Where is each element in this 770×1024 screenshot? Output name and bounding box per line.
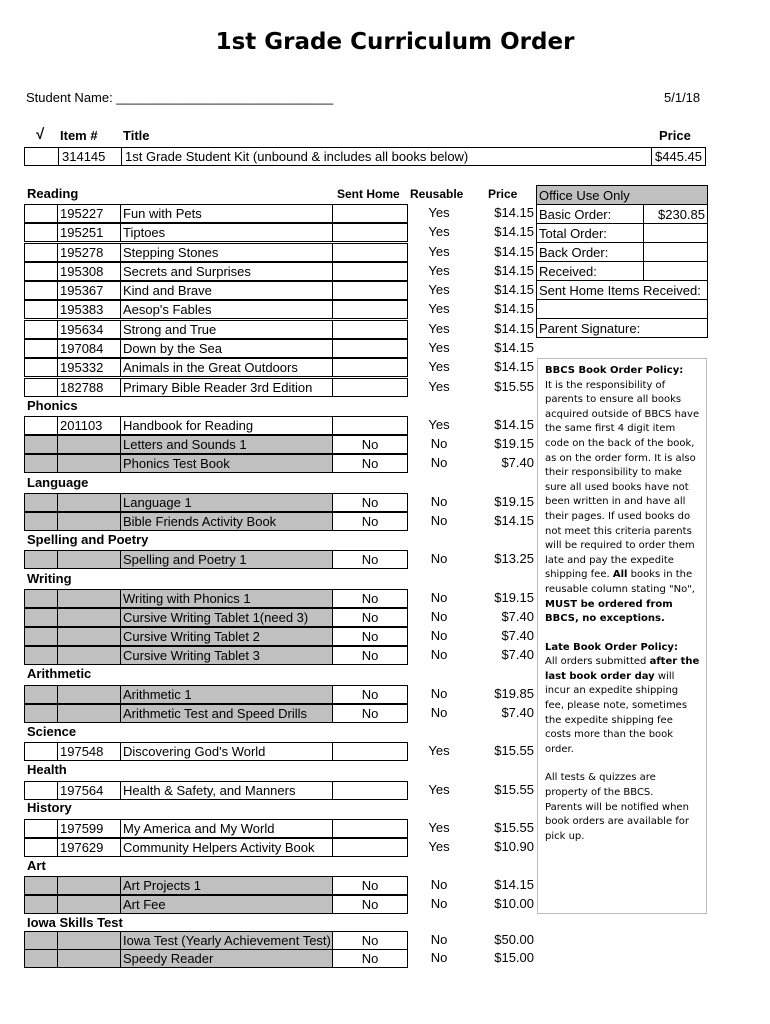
- row-title: Speedy Reader: [120, 949, 333, 968]
- row-title: Art Fee: [120, 895, 333, 914]
- late-policy-text-c: will incur an expedite shipping fee, please note, sometimes the expedite shipping fee costs more than the book order.: [545, 670, 688, 755]
- total-order-field[interactable]: [643, 224, 707, 243]
- row-title: Secrets and Surprises: [120, 262, 333, 281]
- row-price: $15.55: [494, 820, 534, 835]
- row-reusable: No: [430, 436, 448, 451]
- policy-box: [537, 358, 707, 914]
- row-title: Cursive Writing Tablet 3: [120, 646, 333, 665]
- row-reusable: Yes: [428, 743, 450, 758]
- row-title: Primary Bible Reader 3rd Edition: [120, 378, 333, 397]
- row-reusable: No: [430, 628, 448, 643]
- row-item-number: 195383: [57, 300, 121, 319]
- row-price: $14.15: [494, 321, 534, 336]
- row-item-number: 195634: [57, 320, 121, 339]
- row-price: $15.00: [494, 950, 534, 965]
- row-title: Aesop's Fables: [120, 300, 333, 319]
- row-sent-home[interactable]: No: [332, 435, 408, 454]
- row-title: Bible Friends Activity Book: [120, 512, 333, 531]
- row-price: $10.90: [494, 839, 534, 854]
- row-price: $14.15: [494, 244, 534, 259]
- row-reusable: Yes: [428, 321, 450, 336]
- row-title: Iowa Test (Yearly Achievement Test): [120, 931, 333, 950]
- row-sent-home[interactable]: No: [332, 646, 408, 665]
- row-sent-home[interactable]: [332, 358, 408, 377]
- row-checkbox[interactable]: [24, 416, 58, 435]
- row-reusable: Yes: [428, 205, 450, 220]
- reusable-header: Reusable: [410, 187, 464, 201]
- price-header: Price: [659, 128, 691, 143]
- row-sent-home[interactable]: No: [332, 550, 408, 569]
- row-sent-home[interactable]: [332, 320, 408, 339]
- row-price: $14.15: [494, 224, 534, 239]
- row-title: Tiptoes: [120, 223, 333, 242]
- row-reusable: No: [430, 455, 448, 470]
- row-price: $14.15: [494, 359, 534, 374]
- row-checkbox[interactable]: [24, 931, 58, 950]
- row-title: Down by the Sea: [120, 339, 333, 358]
- row-reusable: No: [430, 513, 448, 528]
- row-title: Stepping Stones: [120, 243, 333, 262]
- row-reusable: No: [430, 686, 448, 701]
- row-price: $14.15: [494, 301, 534, 316]
- row-sent-home[interactable]: [332, 742, 408, 761]
- row-price: $7.40: [501, 705, 534, 720]
- row-reusable: Yes: [428, 244, 450, 259]
- row-item-number: 195367: [57, 281, 121, 300]
- row-checkbox[interactable]: [24, 608, 58, 627]
- row-item-number: 195227: [57, 204, 121, 223]
- row-item-number: [57, 949, 121, 968]
- row-checkbox[interactable]: [24, 320, 58, 339]
- page-title: 1st Grade Curriculum Order: [215, 29, 575, 55]
- row-sent-home[interactable]: [332, 781, 408, 800]
- section-phonics: Phonics: [27, 398, 78, 413]
- row-sent-home[interactable]: No: [332, 704, 408, 723]
- kit-title: 1st Grade Student Kit (unbound & includes all books below): [122, 148, 652, 166]
- row-title: Arithmetic Test and Speed Drills: [120, 704, 333, 723]
- row-sent-home[interactable]: [332, 378, 408, 397]
- row-item-number: [57, 493, 121, 512]
- row-item-number: [57, 931, 121, 950]
- row-title: Handbook for Reading: [120, 416, 333, 435]
- kit-row: [25, 148, 706, 166]
- row-checkbox[interactable]: [24, 685, 58, 704]
- row-title: Animals in the Great Outdoors: [120, 358, 333, 377]
- kit-item: 314145: [59, 148, 122, 166]
- row-title: Cursive Writing Tablet 1(need 3): [120, 608, 333, 627]
- back-order-field[interactable]: [643, 243, 707, 262]
- row-sent-home[interactable]: No: [332, 512, 408, 531]
- row-item-number: 197084: [57, 339, 121, 358]
- row-price: $50.00: [494, 932, 534, 947]
- row-price: $14.15: [494, 877, 534, 892]
- row-reusable: Yes: [428, 359, 450, 374]
- row-reusable: Yes: [428, 839, 450, 854]
- row-checkbox[interactable]: [24, 454, 58, 473]
- row-sent-home[interactable]: [332, 281, 408, 300]
- row-price: $7.40: [501, 628, 534, 643]
- row-reusable: No: [430, 590, 448, 605]
- row-checkbox[interactable]: [24, 876, 58, 895]
- row-title: Phonics Test Book: [120, 454, 333, 473]
- row-reusable: No: [430, 551, 448, 566]
- policy-reusable-text: books in the reusable column stating "No",: [545, 569, 695, 595]
- kit-table: [24, 147, 706, 166]
- row-item-number: [57, 646, 121, 665]
- row-sent-home[interactable]: [332, 339, 408, 358]
- row-checkbox[interactable]: [24, 378, 58, 397]
- row-title: Writing with Phonics 1: [120, 589, 333, 608]
- row-checkbox[interactable]: [24, 704, 58, 723]
- sent-home-received-field[interactable]: [537, 300, 708, 319]
- row-price: $14.15: [494, 282, 534, 297]
- row-checkbox[interactable]: [24, 627, 58, 646]
- basic-order-value: $230.85: [643, 205, 707, 224]
- title-header: Title: [123, 128, 150, 143]
- row-title: My America and My World: [120, 819, 333, 838]
- row-item-number: [57, 435, 121, 454]
- row-sent-home[interactable]: [332, 262, 408, 281]
- row-item-number: 195332: [57, 358, 121, 377]
- office-header: Office Use Only: [537, 186, 708, 205]
- received-label: Received:: [537, 262, 644, 281]
- row-price: $13.25: [494, 551, 534, 566]
- row-checkbox[interactable]: [24, 838, 58, 857]
- row-reusable: Yes: [428, 282, 450, 297]
- late-policy-text-a: All orders submitted: [545, 656, 647, 668]
- row-price: $19.15: [494, 436, 534, 451]
- section-writing: Writing: [27, 571, 72, 586]
- row-item-number: [57, 627, 121, 646]
- office-use-table: [536, 185, 708, 338]
- row-reusable: Yes: [428, 340, 450, 355]
- row-checkbox[interactable]: [24, 512, 58, 531]
- row-sent-home[interactable]: [332, 416, 408, 435]
- row-reusable: Yes: [428, 417, 450, 432]
- row-price: $15.55: [494, 743, 534, 758]
- row-item-number: [57, 550, 121, 569]
- row-item-number: 197548: [57, 742, 121, 761]
- row-sent-home[interactable]: [332, 300, 408, 319]
- row-reusable: No: [430, 494, 448, 509]
- row-item-number: 201103: [57, 416, 121, 435]
- row-checkbox[interactable]: [24, 243, 58, 262]
- row-sent-home[interactable]: [332, 223, 408, 242]
- section-science: Science: [27, 724, 77, 739]
- row-reusable: No: [430, 896, 448, 911]
- row-title: Spelling and Poetry 1: [120, 550, 333, 569]
- row-price: $14.15: [494, 263, 534, 278]
- row-reusable: No: [430, 609, 448, 624]
- policy-must-order: MUST be ordered from BBCS, no exceptions.: [545, 598, 673, 625]
- row-price: $19.85: [494, 686, 534, 701]
- row-title: Health & Safety, and Manners: [120, 781, 333, 800]
- row-reusable: Yes: [428, 224, 450, 239]
- row-item-number: [57, 704, 121, 723]
- row-item-number: [57, 685, 121, 704]
- section-history: History: [27, 800, 72, 815]
- row-sent-home[interactable]: No: [332, 876, 408, 895]
- row-item-number: [57, 608, 121, 627]
- row-checkbox[interactable]: [24, 589, 58, 608]
- row-checkbox[interactable]: [24, 435, 58, 454]
- row-checkbox[interactable]: [24, 300, 58, 319]
- row-checkbox[interactable]: [24, 262, 58, 281]
- row-title: Art Projects 1: [120, 876, 333, 895]
- row-price: $7.40: [501, 609, 534, 624]
- row-checkbox[interactable]: [24, 550, 58, 569]
- row-item-number: [57, 454, 121, 473]
- row-reusable: Yes: [428, 782, 450, 797]
- section-art: Art: [27, 858, 46, 873]
- row-reusable: Yes: [428, 820, 450, 835]
- row-title: Community Helpers Activity Book: [120, 838, 333, 857]
- row-title: Strong and True: [120, 320, 333, 339]
- row-title: Kind and Brave: [120, 281, 333, 300]
- check-header: √: [36, 126, 45, 143]
- row-sent-home[interactable]: No: [332, 454, 408, 473]
- student-name-field[interactable]: Student Name: ______________________________: [26, 90, 334, 105]
- book-order-policy-text: It is the responsibility of parents to ensure all books acquired outside of BBCS have the same first 4 digit item code on the back of the book, as on the order form. It is also their responsibility to make sure all used books have not been written in and have all their pages. If used books do not meet this criteria parents will be required to order them late and pay the expedite shipping fee.: [545, 379, 700, 581]
- row-reusable: No: [430, 932, 448, 947]
- row-sent-home[interactable]: No: [332, 589, 408, 608]
- row-reusable: Yes: [428, 301, 450, 316]
- row-item-number: 195278: [57, 243, 121, 262]
- row-price: $14.15: [494, 205, 534, 220]
- row-checkbox[interactable]: [24, 781, 58, 800]
- row-price: $10.00: [494, 896, 534, 911]
- section-language: Language: [27, 475, 89, 490]
- row-sent-home[interactable]: No: [332, 493, 408, 512]
- row-sent-home[interactable]: [332, 819, 408, 838]
- late-order-policy-title: Late Book Order Policy:: [545, 641, 678, 653]
- row-title: Discovering God's World: [120, 742, 333, 761]
- row-checkbox[interactable]: [24, 949, 58, 968]
- row-checkbox[interactable]: [24, 742, 58, 761]
- sent-home-received-label: Sent Home Items Received:: [537, 281, 708, 300]
- basic-order-label: Basic Order:: [537, 205, 644, 224]
- row-item-number: 197564: [57, 781, 121, 800]
- row-price: $15.55: [494, 782, 534, 797]
- row-checkbox[interactable]: [24, 819, 58, 838]
- back-order-label: Back Order:: [537, 243, 644, 262]
- row-price: $14.15: [494, 340, 534, 355]
- row-sent-home[interactable]: [332, 838, 408, 857]
- col-price-header: Price: [488, 187, 518, 201]
- kit-checkbox[interactable]: [25, 148, 59, 166]
- parent-signature-label: Parent Signature:: [537, 319, 708, 338]
- section-arithmetic: Arithmetic: [27, 666, 92, 681]
- row-item-number: 197629: [57, 838, 121, 857]
- row-checkbox[interactable]: [24, 204, 58, 223]
- row-reusable: Yes: [428, 263, 450, 278]
- row-price: $7.40: [501, 647, 534, 662]
- section-reading: Reading: [27, 186, 79, 201]
- row-title: Cursive Writing Tablet 2: [120, 627, 333, 646]
- row-sent-home[interactable]: No: [332, 685, 408, 704]
- row-item-number: [57, 589, 121, 608]
- row-checkbox[interactable]: [24, 281, 58, 300]
- row-sent-home[interactable]: [332, 243, 408, 262]
- section-iowa: Iowa Skills Test: [27, 915, 123, 930]
- row-checkbox[interactable]: [24, 358, 58, 377]
- row-sent-home[interactable]: No: [332, 627, 408, 646]
- row-price: $14.15: [494, 417, 534, 432]
- policy-all: All: [612, 569, 628, 581]
- received-field[interactable]: [643, 262, 707, 281]
- kit-price: $445.45: [652, 148, 706, 166]
- section-spelling: Spelling and Poetry: [27, 532, 149, 547]
- row-price: $19.15: [494, 590, 534, 605]
- row-item-number: [57, 895, 121, 914]
- row-price: $19.15: [494, 494, 534, 509]
- row-checkbox[interactable]: [24, 493, 58, 512]
- row-item-number: 197599: [57, 819, 121, 838]
- row-sent-home[interactable]: No: [332, 895, 408, 914]
- total-order-label: Total Order:: [537, 224, 644, 243]
- row-price: $14.15: [494, 513, 534, 528]
- row-item-number: 195308: [57, 262, 121, 281]
- row-reusable: Yes: [428, 379, 450, 394]
- row-item-number: [57, 512, 121, 531]
- row-title: Arithmetic 1: [120, 685, 333, 704]
- row-reusable: No: [430, 647, 448, 662]
- item-header: Item #: [60, 128, 98, 143]
- row-title: Fun with Pets: [120, 204, 333, 223]
- row-item-number: 195251: [57, 223, 121, 242]
- row-reusable: No: [430, 705, 448, 720]
- row-sent-home[interactable]: No: [332, 608, 408, 627]
- row-title: Letters and Sounds 1: [120, 435, 333, 454]
- row-checkbox[interactable]: [24, 339, 58, 358]
- row-price: $7.40: [501, 455, 534, 470]
- row-reusable: No: [430, 877, 448, 892]
- late-policy-bold: after the last book order day: [545, 656, 700, 682]
- row-sent-home[interactable]: No: [332, 931, 408, 950]
- row-item-number: 182788: [57, 378, 121, 397]
- order-date: 5/1/18: [664, 90, 701, 105]
- row-reusable: No: [430, 950, 448, 965]
- row-sent-home[interactable]: [332, 204, 408, 223]
- row-item-number: [57, 876, 121, 895]
- row-checkbox[interactable]: [24, 646, 58, 665]
- row-price: $15.55: [494, 379, 534, 394]
- row-title: Language 1: [120, 493, 333, 512]
- book-order-policy-title: BBCS Book Order Policy:: [545, 365, 684, 376]
- row-checkbox[interactable]: [24, 895, 58, 914]
- pickup-notice-text: Parents will be notified when book orders are available for pick up.: [545, 801, 690, 842]
- section-health: Health: [27, 762, 67, 777]
- row-sent-home[interactable]: No: [332, 949, 408, 968]
- sent-home-header: Sent Home: [337, 187, 400, 201]
- row-checkbox[interactable]: [24, 223, 58, 242]
- tests-property-text: All tests & quizzes are property of the BBCS.: [545, 772, 656, 799]
